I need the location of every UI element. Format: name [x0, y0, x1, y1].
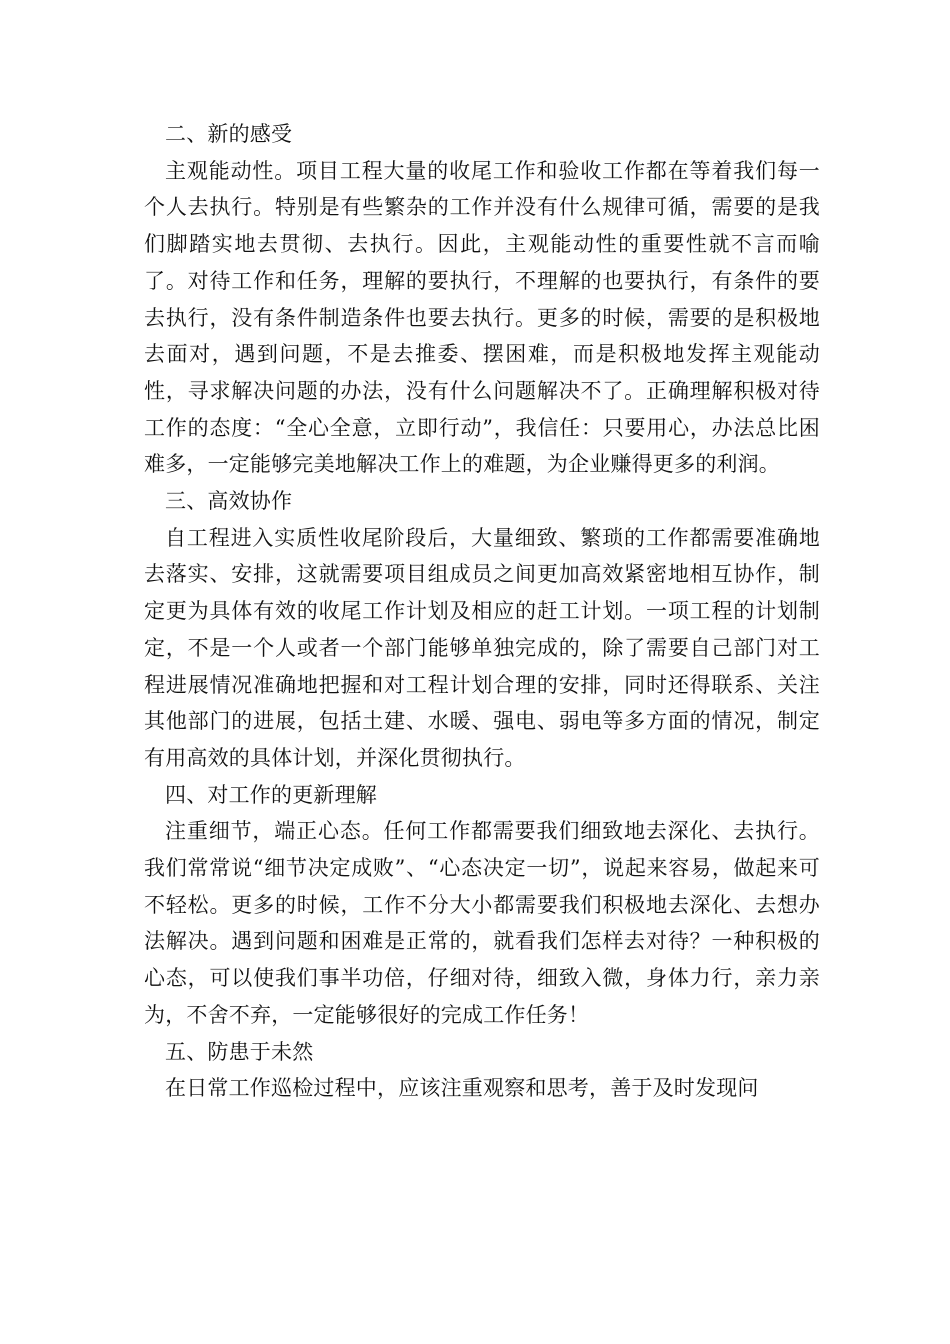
section-heading-2: 二、新的感受	[165, 122, 293, 146]
section-heading-4: 四、对工作的更新理解	[165, 782, 377, 807]
section-paragraph-5: 在日常工作巡检过程中，应该注重观察和思考，善于及时发现问	[165, 1076, 759, 1101]
section-paragraph-3: 自工程进入实质性收尾阶段后，大量细致、繁琐的工作都需要准确地去落实、安排，这就需要项目组成员之间更加高效紧密地相互协作，制定更为具体有效的收尾工作计划及相应的赶工计划。一项工程的计划制定，不是一个人或者一个部门能够单独完成的，除了需要自己部门对工程进展情况准确地把握和对工程计划合理的安排，同时还得联系、关注其他部门的进展，包括土建、水暖、强电、弱电等多方面的情况，制定有用高效的具体计划，并深化贯彻执行。	[144, 525, 820, 770]
section-heading-5: 五、防患于未然	[165, 1039, 314, 1064]
section-paragraph-4: 注重细节，端正心态。任何工作都需要我们细致地去深化、去执行。我们常常说“细节决定成败”、“心态决定一切”，说起来容易，做起来可不轻松。更多的时候，工作不分大小都需要我们积极地去深化、去想办法解决。遇到问题和困难是正常的，就看我们怎样去对待？一种积极的心态，可以使我们事半功倍，仔细对待，细致入微，身体力行，亲力亲为，不舍不弃，一定能够很好的完成工作任务！	[144, 819, 820, 1027]
document-body	[144, 116, 820, 1107]
section-heading-3: 三、高效协作	[165, 489, 293, 514]
section-paragraph-2: 主观能动性。项目工程大量的收尾工作和验收工作都在等着我们每一个人去执行。特别是有些繁杂的工作并没有什么规律可循，需要的是我们脚踏实地去贯彻、去执行。因此，主观能动性的重要性就不言而喻了。对待工作和任务，理解的要执行，不理解的也要执行，有条件的要去执行，没有条件制造条件也要去执行。更多的时候，需要的是积极地去面对，遇到问题，不是去推委、摆困难，而是积极地发挥主观能动性，寻求解决问题的办法，没有什么问题解决不了。正确理解积极对待工作的态度：“全心全意，立即行动”，我信任：只要用心，办法总比困难多，一定能够完美地解决工作上的难题，为企业赚得更多的利润。	[144, 158, 820, 477]
